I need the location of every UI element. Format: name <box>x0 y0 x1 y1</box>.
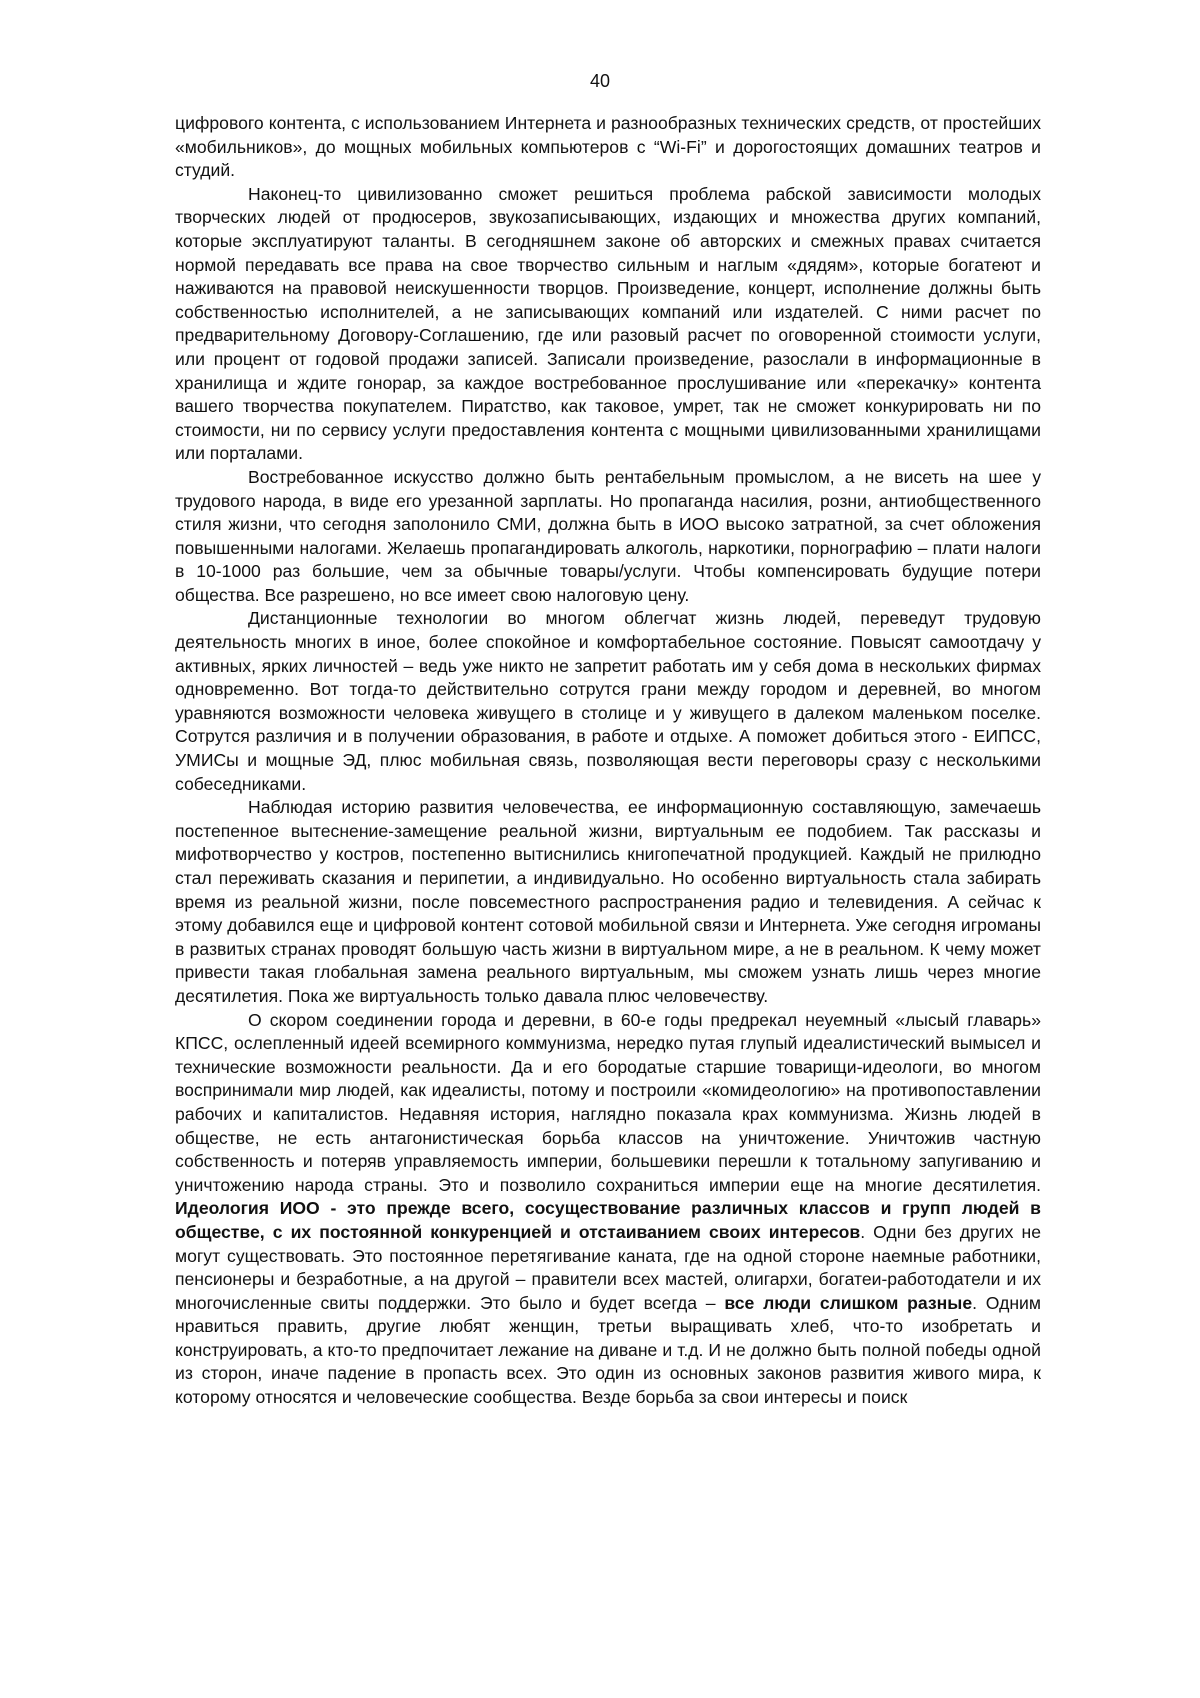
paragraph-5: Наблюдая историю развития человечества, ее информационную составляющую, замечаешь постепенное вытеснение-замещение реальной жизни, виртуальным ее подобием. Так рассказы и мифотворчество у костров, постепенно вытиснились книгопечатной продукцией. Каждый не прилюдно стал переживать сказания и перипетии, а индивидуально. Но особенно виртуальность стала забирать время из реальной жизни, после повсеместного распространения радио и телевидения. А сейчас к этому добавился еще и цифровой контент сотовой мобильной связи и Интернета. Уже сегодня игроманы в развитых странах проводят большую часть жизни в виртуальном мире, а не в реальном. К чему может привести такая глобальная замена реального виртуальным, мы сможем узнать лишь через многие десятилетия. Пока же виртуальность только давала плюс человечеству. <box>175 797 1041 1006</box>
paragraph-6-text-start: О скором соединении города и деревни, в 60-е годы предрекал неуемный «лысый главарь» КПСС, ослепленный идеей всемирного коммунизма, нередко путая глупый идеалистический вымысел и технические возможности реальности. Да и его бородатые старшие товарищи-идеологи, во многом воспринимали мир людей, как идеалисты, потому и построили «комидеологию» на противопоставлении рабочих и капиталистов. Недавняя история, наглядно показала крах коммунизма. Жизнь людей в обществе, не есть антагонистическая борьба классов на уничтожение. Уничтожив частную собственность и потеряв управляемость империи, большевики перешли к тотальному запугиванию и уничтожению народа страны. Это и позволило сохраниться империи еще на многие десятилетия. <box>175 1009 1041 1195</box>
paragraph-6-text-middle: . Одни без других не могут существовать. Это постоянное перетягивание каната, где на одной стороне наемные работники, пенсионеры и безработные, а на другой – правители всех мастей, олигархи, богатеи-работодатели и их многочисленные свиты поддержки. Это было и будет всегда – <box>175 1221 1042 1313</box>
paragraph-4: Дистанционные технологии во многом облегчат жизнь людей, переведут трудовую деятельность многих в иное, более спокойное и комфортабельное состояние. Повысят самоотдачу у активных, ярких личностей – ведь уже никто не запретит работать им у себя дома в нескольких фирмах одновременно. Вот тогда-то действительно сотрутся грани между городом и деревней, во многом уравняются возможности человека живущего в столице и у живущего в далеком маленьком поселке. Сотрутся различия и в получении образования, в работе и отдыхе. А поможет добиться этого - ЕИПСС, УМИСы и мощные ЭД, плюс мобильная связь, позволяющая вести переговоры сразу с несколькими собеседниками. <box>175 608 1041 794</box>
paragraph-3: Востребованное искусство должно быть рентабельным промыслом, а не висеть на шее у трудового народа, в виде его урезанной зарплаты. Но пропаганда насилия, розни, антиобщественного стиля жизни, что сегодня заполонило СМИ, должна быть в ИОО высоко затратной, за счет обложения повышенными налогами. Желаешь пропагандировать алкоголь, наркотики, порнографию – плати налоги в 10-1000 раз большие, чем за обычные товары/услуги. Чтобы компенсировать будущие потери общества. Все разрешено, но все имеет свою налоговую цену. <box>175 466 1041 605</box>
document-body <box>175 112 1041 1410</box>
paragraph-6 <box>175 1009 1041 1410</box>
paragraph-2: Наконец-то цивилизованно сможет решиться проблема рабской зависимости молодых творческих людей от продюсеров, звукозаписывающих, издающих и множества других компаний, которые эксплуатируют таланты. В сегодняшнем законе об авторских и смежных правах считается нормой передавать все права на свое творчество сильным и наглым «дядям», которые богатеют и наживаются на правовой неискушенности творцов. Произведение, концерт, исполнение должны быть собственностью исполнителей, а не записывающих компаний или издателей. С ними расчет по предварительному Договору-Соглашению, где или разовый расчет по оговоренной стоимости услуги, или процент от годовой продажи записей. Записали произведение, разослали в информационные в хранилища и ждите гонорар, за каждое востребованное прослушивание или «перекачку» контента вашего творчества покупателем. Пиратство, как таковое, умрет, так не сможет конкурировать ни по стоимости, ни по сервису услуги предоставления контента с мощными цивилизованными хранилищами или порталами. <box>175 183 1041 464</box>
paragraph-6-bold-people: все люди слишком разные <box>724 1292 973 1313</box>
paragraph-6-bold-ideology: Идеология ИОО - это прежде всего, сосуществование различных классов и групп людей в обществе, с их постоянной конкуренцией и отстаиванием своих интересов <box>175 1198 1041 1242</box>
paragraph-1: цифрового контента, с использованием Интернета и разнообразных технических средств, от простейших «мобильников», до мощных мобильных компьютеров с “Wi-Fi” и дорогостоящих домашних театров и студий. <box>175 113 1041 181</box>
page-number: 40 <box>589 71 611 91</box>
paragraph-6-text-end: . Одним нравиться править, другие любят женщин, третьи выращивать хлеб, что-то изобретать и конструировать, а кто-то предпочитает лежание на диване и т.д. И не должно быть полной победы одной из сторон, иначе падение в пропасть всех. Это один из основных законов развития живого мира, к которому относятся и человеческие сообщества. Везде борьба за свои интересы и поиск <box>175 1292 1041 1408</box>
